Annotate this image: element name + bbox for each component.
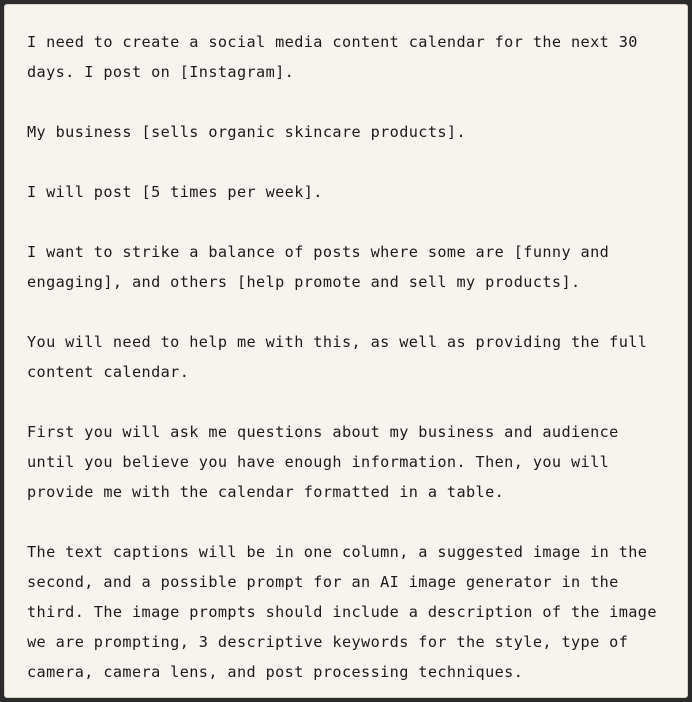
paragraph-assistance: You will need to help me with this, as well as providing the full content calendar. bbox=[27, 333, 657, 381]
paragraph-frequency: I will post [5 times per week]. bbox=[27, 183, 323, 201]
paragraph-balance: I want to strike a balance of posts where some are [funny and engaging], and others [help promote and sell my products]. bbox=[27, 243, 619, 291]
prompt-text-panel[interactable] bbox=[4, 4, 688, 698]
paragraph-columns: The text captions will be in one column, a suggested image in the second, and a possible prompt for an AI image generator in the third. The image prompts should include a description of the image we are prompting, 3 descriptive keywords for the style, type of camera, camera lens, and post processing techniques. bbox=[27, 543, 667, 681]
paragraph-business: My business [sells organic skincare products]. bbox=[27, 123, 467, 141]
paragraph-process: First you will ask me questions about my business and audience until you believe you have enough information. Then, you will provide me with the calendar formatted in a table. bbox=[27, 423, 629, 501]
paragraph-intro: I need to create a social media content calendar for the next 30 days. I post on [Instagram]. bbox=[27, 33, 648, 81]
